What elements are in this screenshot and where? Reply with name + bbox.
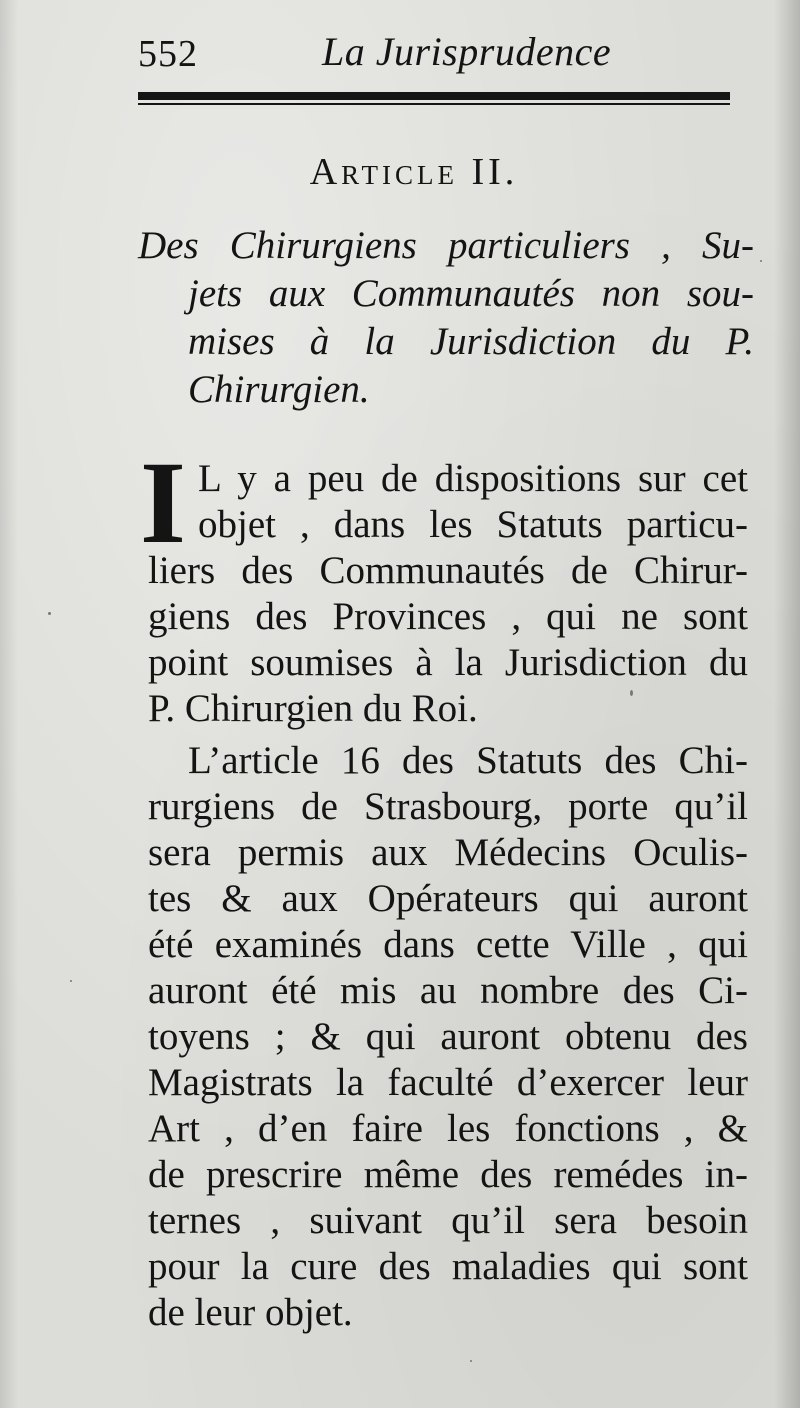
body-line: pour la cure des maladies qui sont: [148, 1245, 748, 1288]
subtitle-line: jets aux Communautés non sou-: [188, 272, 754, 315]
drop-cap: I: [140, 437, 186, 568]
body-line: de prescrire même des remédes in-: [148, 1153, 748, 1196]
body-line: P. Chirurgien du Roi.: [148, 687, 478, 730]
body-line: auront été mis au nombre des Ci-: [148, 969, 748, 1012]
body-line: L’article 16 des Statuts des Chi-: [188, 739, 748, 782]
page-gutter-shadow: [0, 0, 18, 1408]
page-edge-shadow: [774, 0, 800, 1408]
header-rule-thin: [138, 103, 730, 105]
body-line: ternes , suivant qu’il sera besoin: [148, 1199, 748, 1242]
paper-speck: [760, 260, 762, 262]
body-line: Magistrats la faculté d’exercer leur: [148, 1061, 748, 1104]
paper-speck: [48, 612, 51, 615]
header-rule: [138, 92, 730, 106]
subtitle-line: mises à la Jurisdiction du P.: [188, 320, 754, 363]
paper-speck: [470, 1360, 472, 1362]
body-line: de leur objet.: [148, 1291, 353, 1334]
article-heading: Article II.: [309, 151, 519, 193]
body-line: giens des Provinces , qui ne sont: [148, 595, 748, 638]
body-line: été examinés dans cette Ville , qui: [148, 923, 748, 966]
body-line: liers des Communautés de Chirur-: [148, 549, 748, 592]
body-line: L y a peu de dispositions sur cet: [198, 457, 748, 500]
body-line: point soumises à la Jurisdiction du: [148, 641, 748, 684]
subtitle-line: Des Chirurgiens particuliers , Su-: [138, 224, 754, 267]
body-line: sera permis aux Médecins Oculis-: [148, 831, 748, 874]
header-rule-thick: [138, 92, 730, 100]
body-line: rurgiens de Strasbourg, porte qu’il: [148, 785, 748, 828]
body-line: toyens ; & qui auront obtenu des: [148, 1015, 748, 1058]
body-line: objet , dans les Statuts particu-: [198, 503, 748, 546]
page-number: 552: [138, 33, 198, 75]
body-line: Art , d’en faire les fonctions , &: [148, 1107, 748, 1150]
subtitle-line: Chirurgien.: [188, 368, 370, 411]
body-line: tes & aux Opérateurs qui auront: [148, 877, 748, 920]
paper-speck: [630, 690, 633, 696]
paper-speck: [70, 980, 72, 982]
running-title: La Jurisprudence: [322, 29, 612, 74]
